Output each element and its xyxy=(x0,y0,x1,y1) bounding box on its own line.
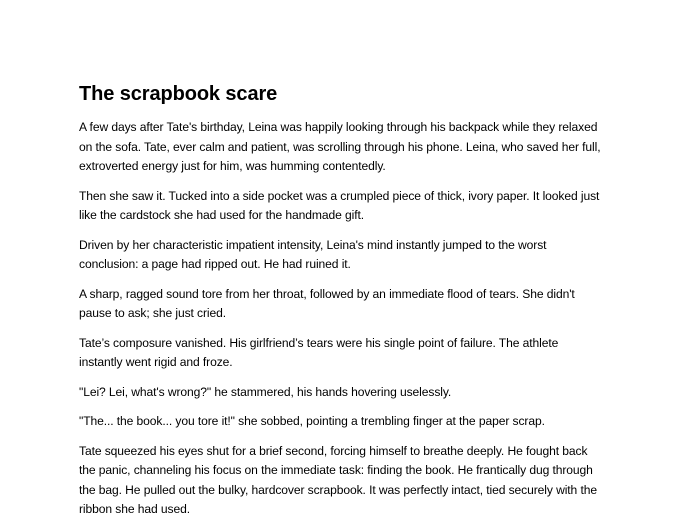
paragraph: "Lei? Lei, what's wrong?" he stammered, his hands hovering uselessly. xyxy=(79,384,452,399)
paragraph: Tate squeezed his eyes shut for a brief second, forcing himself to breathe deeply. He fought back the panic, channeling his focus on the immediate task: finding the book. He frantically dug through the bag. He pulled out the bulky, hardcover scrapbook. It was perfectly intact, tied securely with the ribbon she had used. xyxy=(79,443,597,516)
paragraph: "The... the book... you tore it!" she sobbed, pointing a trembling finger at the paper scrap. xyxy=(79,414,545,428)
paragraph: Then she saw it. Tucked into a side pocket was a crumpled piece of thick, ivory paper. It looked just like the cardstock she had used for the handmade gift. xyxy=(79,188,600,222)
document-body xyxy=(79,82,604,530)
document-title: The scrapbook scare xyxy=(79,83,278,105)
paragraph: A sharp, ragged sound tore from her throat, followed by an immediate flood of tears. She didn't pause to ask; she just cried. xyxy=(79,286,575,320)
paragraph: A few days after Tate's birthday, Leina was happily looking through his backpack while they relaxed on the sofa. Tate, ever calm and patient, was scrolling through his phone. Leina, who saved her full, extroverted energy just for him, was humming contentedly. xyxy=(79,120,601,173)
paragraph: Tate’s composure vanished. His girlfriend’s tears were his single point of failure. The athlete instantly went rigid and froze. xyxy=(79,335,559,369)
paragraph: Driven by her characteristic impatient intensity, Leina's mind instantly jumped to the worst conclusion: a page had ripped out. He had ruined it. xyxy=(79,237,547,271)
